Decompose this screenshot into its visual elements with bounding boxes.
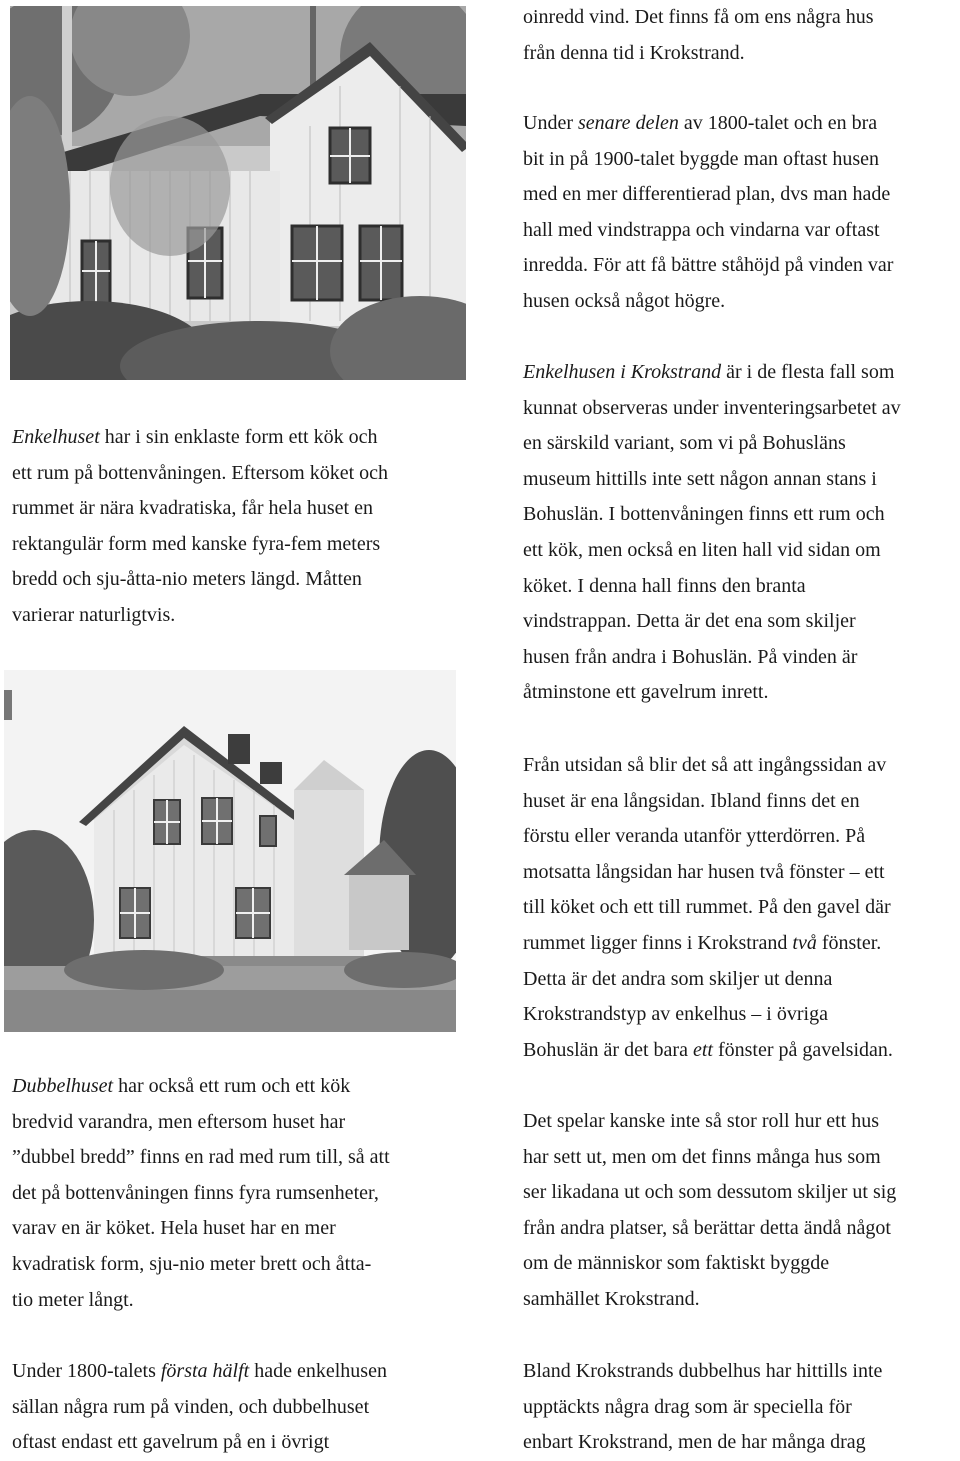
text-line: ett rum på bottenvåningen. Eftersom köket och: [12, 461, 389, 484]
text-segment: Bohuslän är det bara: [523, 1038, 693, 1061]
text-line: kunnat observeras under inventeringsarbetet av: [523, 396, 901, 419]
text-line: motsatta långsidan har husen två fönster – ett: [523, 860, 885, 883]
text-line: [523, 106, 893, 142]
text-line: köket. I denna hall finns den branta: [523, 574, 806, 597]
text-line: husen från andra i Bohuslän. På vinden är: [523, 645, 858, 668]
paragraph: [523, 355, 901, 711]
text-line: husen också något högre.: [523, 289, 726, 312]
text-line: från andra platser, så berättar detta ändå något: [523, 1216, 891, 1239]
text-line: sällan några rum på vinden, och dubbelhuset: [12, 1395, 370, 1418]
text-line: om de människor som faktiskt byggde: [523, 1252, 830, 1275]
text-line: bit in på 1900-talet byggde man oftast husen: [523, 147, 880, 170]
text-line: rummet är nära kvadratiska, får hela huset en: [12, 497, 373, 520]
paragraph: [523, 1354, 882, 1461]
italic-term: Enkelhuset: [12, 426, 100, 448]
paragraph: [12, 1354, 387, 1461]
text-line: Bland Krokstrands dubbelhus har hittills inte: [523, 1360, 883, 1382]
text-line: Det spelar kanske inte så stor roll hur ett hus: [523, 1110, 880, 1132]
text-line: bredvid varandra, men eftersom huset har: [12, 1110, 346, 1133]
text-line: Detta är det andra som skiljer ut denna: [523, 967, 833, 990]
italic-term: första hälft: [160, 1360, 250, 1382]
text-segment: hade enkelhusen: [249, 1360, 387, 1382]
text-line: oftast endast ett gavelrum på en i övrigt: [12, 1431, 330, 1454]
text-line: upptäckts några drag som är speciella för: [523, 1395, 852, 1418]
text-line: ser likadana ut och som dessutom skiljer ut sig: [523, 1181, 897, 1204]
text-line: från denna tid i Krokstrand.: [523, 41, 745, 64]
text-line: [523, 355, 901, 391]
text-line: samhället Krokstrand.: [523, 1287, 700, 1310]
text-line: [12, 1069, 390, 1105]
italic-term: senare delen: [577, 112, 679, 134]
text-line: enbart Krokstrand, men de har många drag: [523, 1431, 866, 1454]
text-line: åtminstone ett gavelrum inrett.: [523, 681, 769, 704]
text-line: [12, 1354, 387, 1390]
text-line: hall med vindstrappa och vindarna var oftast: [523, 218, 880, 241]
text-segment: av 1800-talet och en bra: [678, 112, 878, 134]
text-line: varav en är köket. Hela huset har en mer: [12, 1217, 336, 1240]
text-line: Krokstrandstyp av enkelhus – i övriga: [523, 1003, 828, 1026]
text-segment: Under: [523, 112, 578, 134]
text-line: med en mer differentierad plan, dvs man hade: [523, 183, 891, 206]
text-line: kvadratisk form, sju-nio meter brett och åtta-: [12, 1252, 372, 1275]
paragraph: [523, 1104, 896, 1318]
text-line: bredd och sju-åtta-nio meters längd. Måtten: [12, 568, 362, 591]
paragraph: [12, 1069, 390, 1318]
text-line: oinredd vind. Det finns få om ens några hus: [523, 6, 874, 28]
italic-term: två: [792, 931, 817, 954]
text-line: [12, 420, 388, 456]
text-line: Från utsidan så blir det så att ingångssidan av: [523, 754, 887, 776]
paragraph: [523, 106, 893, 320]
italic-term: Enkelhusen i Krokstrand: [523, 361, 722, 383]
text-segment: har också ett rum och ett kök: [113, 1075, 351, 1097]
text-line: [523, 1033, 893, 1069]
paragraph: [12, 420, 388, 634]
italic-term: ett: [692, 1038, 713, 1061]
text-line: till köket och ett till rummet. På den gavel där: [523, 896, 891, 919]
text-segment: fönster på gavelsidan.: [712, 1038, 893, 1061]
text-line: varierar naturligtvis.: [12, 603, 176, 626]
text-line: förstu eller veranda utanför ytterdörren. På: [523, 825, 866, 848]
text-line: huset är ena långsidan. Ibland finns det en: [523, 789, 860, 812]
text-line: vindstrappan. Detta är det ena som skiljer: [523, 610, 856, 633]
text-segment: har i sin enklaste form ett kök och: [99, 426, 378, 448]
text-line: rektangulär form med kanske fyra-fem meters: [12, 532, 381, 555]
paragraph: [523, 0, 873, 71]
text-line: det på bottenvåningen finns fyra rumsenheter,: [12, 1181, 379, 1204]
paragraph: [523, 748, 893, 1068]
text-line: Bohuslän. I bottenvåningen finns ett rum och: [523, 503, 885, 526]
text-line: inredda. För att få bättre ståhöjd på vinden var: [523, 254, 894, 277]
text-line: museum hittills inte sett någon annan stans i: [523, 467, 877, 490]
text-line: en särskild variant, som vi på Bohusläns: [523, 432, 846, 455]
text-segment: rummet ligger finns i Krokstrand: [523, 931, 793, 954]
text-segment: fönster.: [816, 931, 882, 954]
text-line: tio meter långt.: [12, 1288, 134, 1311]
text-segment: är i de flesta fall som: [721, 361, 895, 383]
text-line: ett kök, men också en liten hall vid sidan om: [523, 538, 881, 561]
italic-term: Dubbelhuset: [12, 1075, 114, 1097]
text-line: har sett ut, men om det finns många hus som: [523, 1145, 881, 1168]
text-segment: Under 1800-talets: [12, 1360, 161, 1382]
photo-enkelhus: [10, 6, 466, 380]
text-line: [523, 926, 893, 962]
text-line: ”dubbel bredd” finns en rad med rum till, så att: [12, 1146, 390, 1169]
photo-dubbelhus: [4, 670, 456, 1032]
